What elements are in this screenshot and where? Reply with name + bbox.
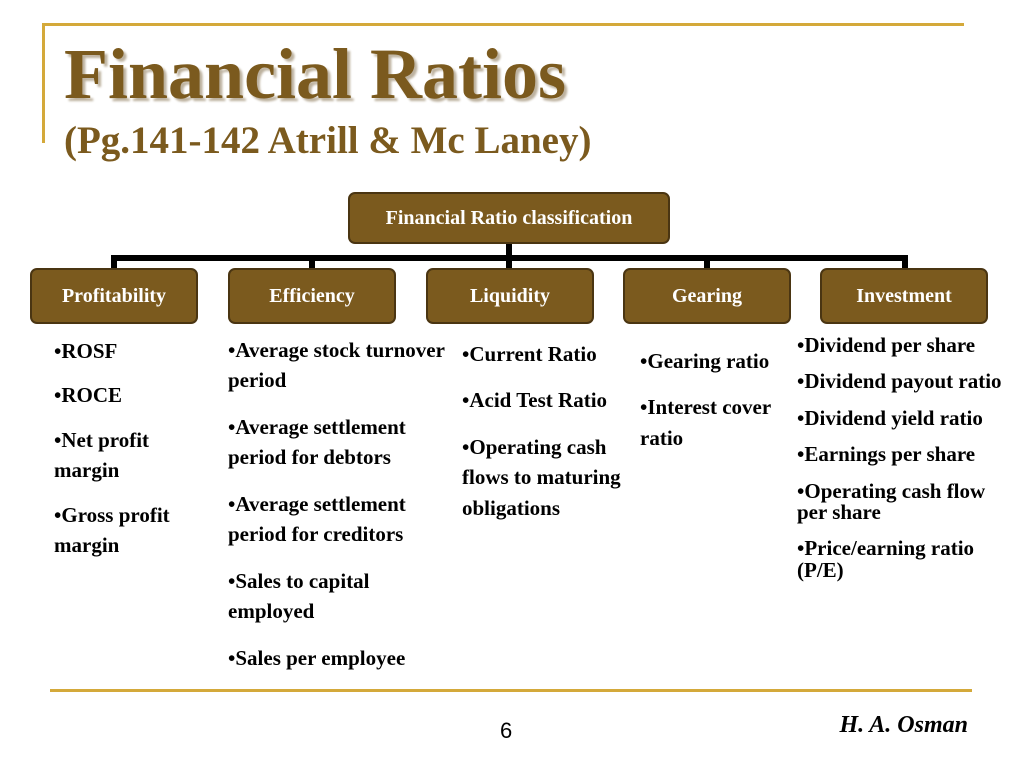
category-efficiency: Efficiency	[228, 268, 396, 324]
slide-subtitle: (Pg.141-142 Atrill & Mc Laney)	[64, 119, 592, 162]
category-gearing: Gearing	[623, 268, 791, 324]
list-item: • Sales per employee	[228, 643, 453, 673]
list-item: • Operating cash flows to maturing obligations	[462, 432, 622, 523]
list-item: • Average settlement period for creditors	[228, 489, 453, 550]
connector-stem-gearing	[704, 255, 710, 269]
investment-item-list	[797, 335, 1017, 596]
list-item: • Dividend yield ratio	[797, 408, 1017, 429]
list-item: • Gearing ratio	[640, 346, 780, 376]
list-item: • ROSF	[54, 336, 214, 366]
root-node: Financial Ratio classification	[348, 192, 670, 244]
list-item: • Interest cover ratio	[640, 392, 780, 453]
list-item: • Price/earning ratio (P/E)	[797, 538, 1017, 581]
page-number: 6	[500, 718, 513, 743]
list-item: • Sales to capital employed	[228, 566, 453, 627]
list-item: • Net profit margin	[54, 425, 214, 486]
connector-stem-efficiency	[309, 255, 315, 269]
connector-stem-profitability	[111, 255, 117, 269]
category-investment: Investment	[820, 268, 988, 324]
list-item: • Operating cash flow per share	[797, 481, 1017, 524]
connector-stem-liquidity	[506, 255, 512, 269]
efficiency-item-list	[228, 335, 453, 673]
list-item: • Gross profit margin	[54, 500, 214, 561]
gearing-item-list	[640, 346, 780, 453]
author-credit: H. A. Osman	[839, 712, 968, 738]
list-item: • Earnings per share	[797, 444, 1017, 465]
list-item: • Acid Test Ratio	[462, 385, 622, 415]
list-item: • Dividend payout ratio	[797, 371, 1017, 392]
left-border-line	[42, 23, 45, 143]
connector-stem-investment	[902, 255, 908, 269]
list-item: • Current Ratio	[462, 339, 622, 369]
list-item: • Average stock turnover period	[228, 335, 453, 396]
list-item: • ROCE	[54, 380, 214, 410]
category-profitability: Profitability	[30, 268, 198, 324]
list-item: • Average settlement period for debtors	[228, 412, 453, 473]
liquidity-item-list	[462, 339, 622, 523]
slide-title: Financial Ratios	[64, 34, 567, 114]
bottom-border-line	[50, 689, 972, 692]
category-liquidity: Liquidity	[426, 268, 594, 324]
profitability-item-list	[54, 336, 214, 561]
top-border-line	[42, 23, 964, 26]
list-item: • Dividend per share	[797, 335, 1017, 356]
